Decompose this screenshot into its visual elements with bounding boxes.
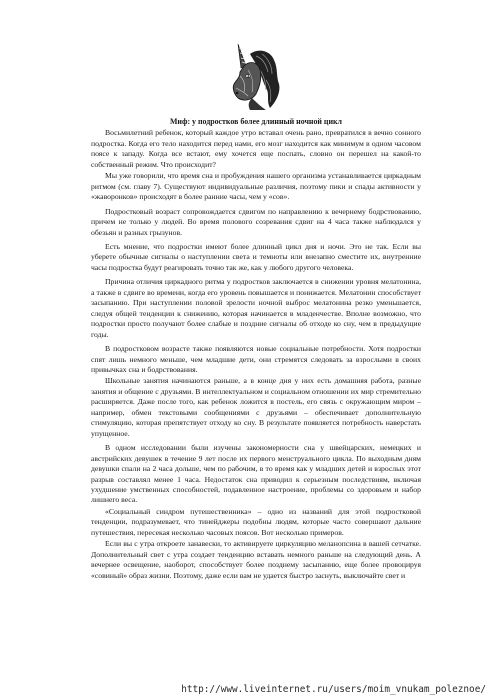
- paragraph-7: Школьные занятия начинаются раньше, а в конце дня у них есть домашняя работа, разные занятия и общение с друзьями. В интеллектуальном и социальном отношении их мир стремительно расширяется. Даже после того, как ребенок ложится в постель, его связь с окружающим миром – например, обмен текстовыми сообщениями с друзьями – обеспечивает дополнительную стимуляцию, которая препятствует отходу ко сну. В результате появляется потребность наверстать упущенное.: [91, 376, 421, 438]
- paragraph-3: Подростковый возраст сопровождается сдвигом по направлению к вечернему бодрствованию, причем не только у людей. Во время полового созревания сдвиг на 4 часа также наблюдался у обезьян и разных грызунов.: [91, 206, 421, 237]
- paragraph-9: «Социальный синдром путешественника» – одно из названий для этой подростковой тенденции, подразумевает, что тинейджеры подобны людям, которые часто совершают дальние путешествия, пересекая несколько часовых поясов. Вот несколько примеров.: [91, 506, 421, 537]
- article-heading: Миф: у подростков более длинный ночной цикл: [169, 117, 342, 126]
- paragraph-1: Восьмилетний ребенок, который каждое утро вставал очень рано, превратился в вечно сонного подростка. Когда его тело находится перед нами, его мозг находится как минимум в одном часовом поясе к западу. Когда все встают, ему хочется еще поспать, словно он перешел на какой-то собственный режим. Что происходит?: [91, 128, 421, 169]
- article-body: [91, 117, 421, 585]
- paragraph-4: Есть мнение, что подростки имеют более длинный цикл дня и ночи. Это не так. Если вы уберете обычные сигналы о наступлении света и темноты или внезапно сместите их, внутренние часы подростка будут реагировать точно так же, как у любого другого человека.: [91, 241, 421, 272]
- footer-url-link[interactable]: http://www.liveinternet.ru/users/moim_vnukam_poleznoe/: [181, 684, 486, 695]
- unicorn-head-icon: [226, 40, 282, 112]
- paragraph-5: Причина отличия циркадного ритма у подростков заключается в снижении уровня мелатонина, а также в сдвиге во времени, когда его уровень повышается и понижается. Мелатонин способствует засыпанию. При наступлении половой зрелости ночной выброс мелатонина резко уменьшается, следуя общей тенденции к снижению, которая начинается в младенчестве. Вполне возможно, что подростки просто получают более слабые и поздние сигналы об отходе ко сну, чем в предыдущие годы.: [91, 277, 421, 339]
- paragraph-2: Мы уже говорили, что время сна и пробуждения нашего организма устанавливается циркадным ритмом (см. главу 7). Существуют индивидуальные различия, поэтому пики и спады активности у «жаворонков» происходят в более ранние часы, чем у «сов».: [91, 171, 421, 202]
- paragraph-6: В подростковом возрасте также появляются новые социальные потребности. Хотя подростки спят лишь немного меньше, чем младшие дети, они стремятся следовать за взрослыми в своих привычках сна и бодрствования.: [91, 344, 421, 374]
- paragraph-10: Если вы с утра откроете занавески, то активируете циркуляцию меланопсина в вашей сетчатке. Дополнительный свет с утра создает тенденцию вставать немного раньше на следующий день. А вечернее освещение, наоборот, способствует более позднему засыпанию, еще более провоцируя «совиный» образ жизни. Поэтому, даже если вам не удается быстро заснуть, выключайте свет и: [91, 539, 421, 580]
- paragraph-8: В одном исследовании были изучены закономерности сна у швейцарских, немецких и австрийских девушек в течение 9 лет после их первого менструального цикла. По выходным дням девушки спали на 2 часа дольше, чем по рабочим, в то время как у младших детей и взрослых этот разрыв составлял менее 1 часа. Недостаток сна приводил к серьезным последствиям, включая ухудшение умственных способностей, подавленное настроение, проблемы со здоровьем и набор лишнего веса.: [91, 443, 421, 505]
